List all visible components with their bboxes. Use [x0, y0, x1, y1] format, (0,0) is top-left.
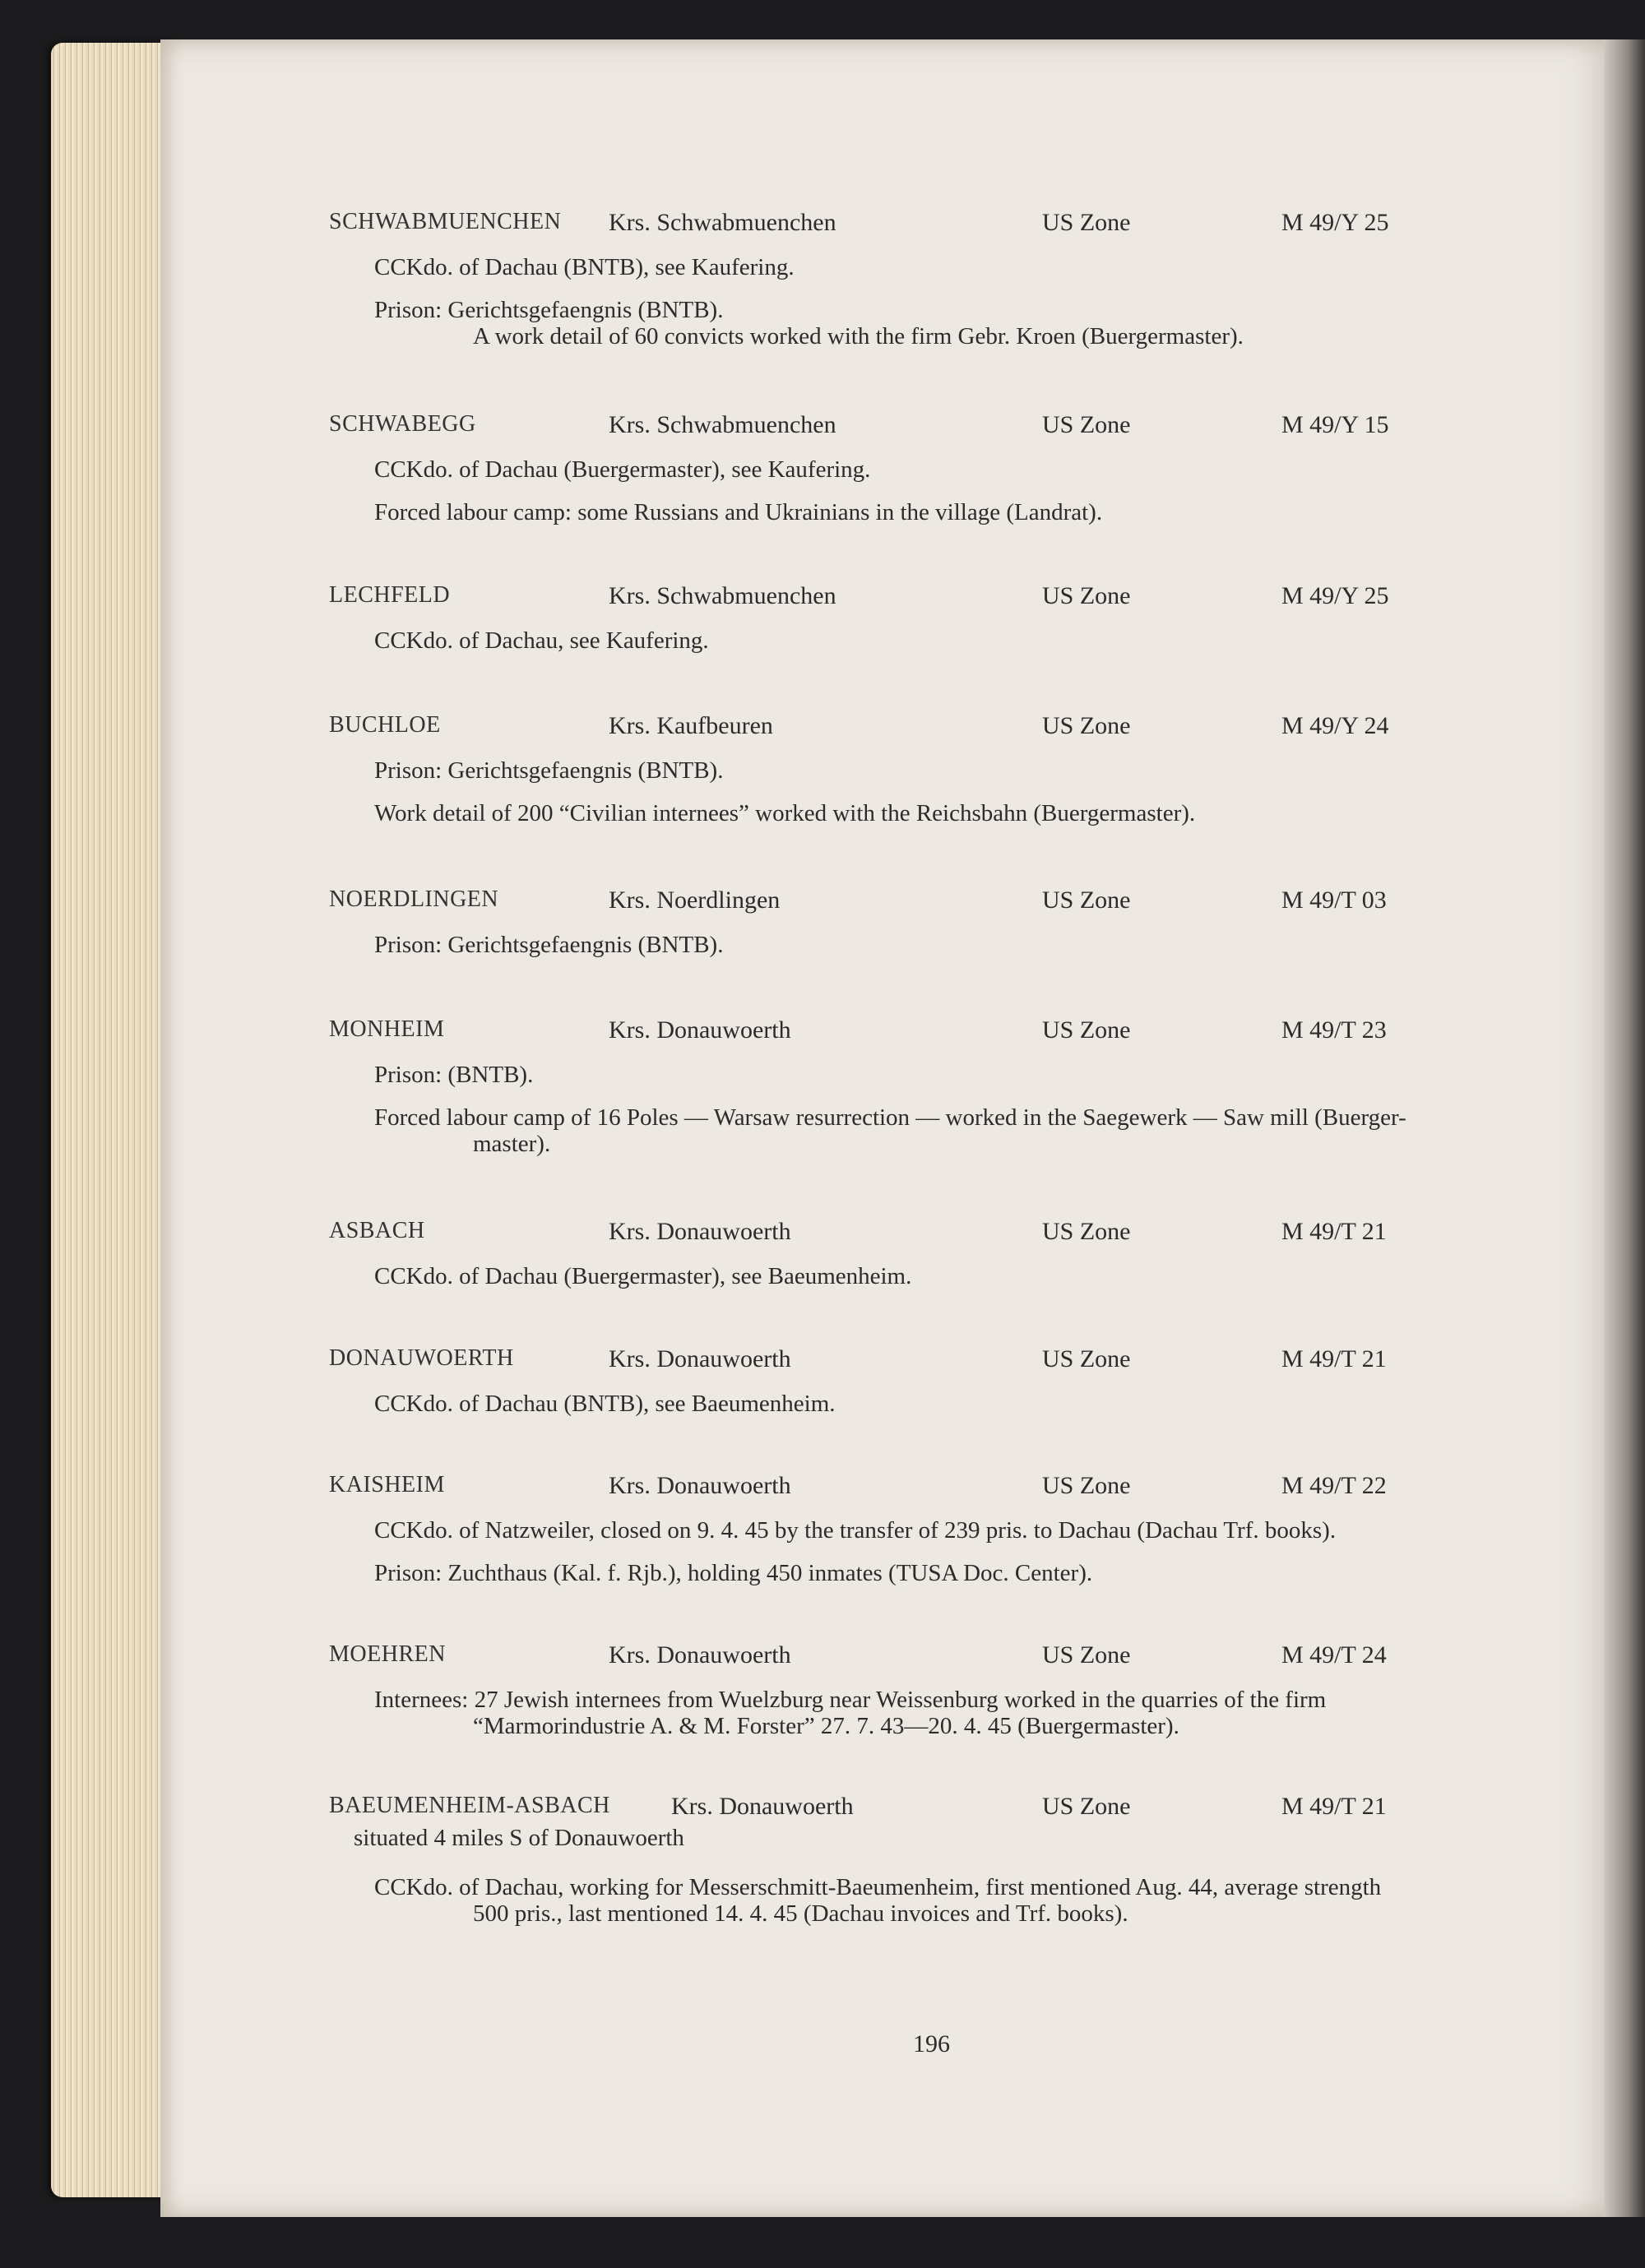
district-name: Krs. Noerdlingen	[609, 886, 781, 914]
page-number: 196	[913, 2030, 950, 2057]
zone-label: US Zone	[1042, 582, 1131, 609]
zone-label: US Zone	[1042, 1016, 1131, 1044]
district-name: Krs. Donauwoerth	[609, 1641, 791, 1669]
entry-header	[329, 209, 1538, 242]
map-reference: M 49/T 21	[1281, 1218, 1387, 1245]
entry-line: Prison: (BNTB).	[374, 1062, 534, 1088]
entry-moehren	[329, 1641, 1538, 1742]
district-name: Krs. Schwabmuenchen	[609, 209, 836, 236]
zone-label: US Zone	[1042, 712, 1131, 739]
map-reference: M 49/T 24	[1281, 1641, 1387, 1669]
entry-baeumenheim-asbach	[329, 1793, 1538, 1929]
place-name: NOERDLINGEN	[329, 886, 499, 912]
entry-lechfeld	[329, 582, 1538, 656]
entry-noerdlingen	[329, 886, 1538, 960]
district-name: Krs. Schwabmuenchen	[609, 582, 836, 609]
entry-line: Prison: Gerichtsgefaengnis (BNTB).	[374, 932, 724, 958]
zone-label: US Zone	[1042, 209, 1131, 236]
place-name: BUCHLOE	[329, 712, 441, 738]
location-note: situated 4 miles S of Donauwoerth	[354, 1825, 684, 1851]
entry-line: CCKdo. of Natzweiler, closed on 9. 4. 45 by the transfer of 239 pris. to Dachau (Dachau Trf. books).	[374, 1517, 1337, 1544]
entry-header	[329, 582, 1538, 615]
entry-line: master).	[473, 1131, 551, 1157]
zone-label: US Zone	[1042, 1218, 1131, 1245]
zone-label: US Zone	[1042, 1793, 1131, 1820]
entry-kaisheim	[329, 1472, 1538, 1589]
entry-asbach	[329, 1218, 1538, 1292]
map-reference: M 49/T 21	[1281, 1345, 1387, 1372]
place-name: SCHWABEGG	[329, 411, 476, 437]
map-reference: M 49/T 23	[1281, 1016, 1387, 1044]
place-name: ASBACH	[329, 1218, 425, 1243]
district-name: Krs. Donauwoerth	[671, 1793, 854, 1820]
place-name: KAISHEIM	[329, 1472, 445, 1497]
entry-line: 500 pris., last mentioned 14. 4. 45 (Dachau invoices and Trf. books).	[473, 1900, 1128, 1927]
entry-schwabegg	[329, 411, 1538, 528]
district-name: Krs. Donauwoerth	[609, 1345, 791, 1372]
entry-line: Prison: Zuchthaus (Kal. f. Rjb.), holding 450 inmates (TUSA Doc. Center).	[374, 1560, 1093, 1586]
entry-header	[329, 1641, 1538, 1674]
entry-header	[329, 1016, 1538, 1049]
entry-header	[329, 712, 1538, 745]
entry-line: CCKdo. of Dachau (Buergermaster), see Kaufering.	[374, 456, 871, 483]
entry-buchloe	[329, 712, 1538, 829]
entry-header	[329, 411, 1538, 444]
book-page-edges	[51, 43, 174, 2197]
map-reference: M 49/Y 15	[1281, 411, 1389, 438]
map-reference: M 49/T 03	[1281, 886, 1387, 914]
zone-label: US Zone	[1042, 886, 1131, 914]
place-name: MONHEIM	[329, 1016, 445, 1042]
place-name: DONAUWOERTH	[329, 1345, 514, 1371]
entry-line: CCKdo. of Dachau (BNTB), see Kaufering.	[374, 254, 795, 280]
entry-line: Forced labour camp of 16 Poles — Warsaw resurrection — worked in the Saegewerk — Saw mill (Buerger-	[374, 1104, 1406, 1131]
book-spine-shadow	[1604, 39, 1645, 2217]
entry-line: CCKdo. of Dachau (BNTB), see Baeumenheim.	[374, 1391, 836, 1417]
entry-header	[329, 1472, 1538, 1505]
zone-label: US Zone	[1042, 1345, 1131, 1372]
map-reference: M 49/Y 25	[1281, 582, 1389, 609]
entry-schwabmuenchen	[329, 209, 1538, 352]
entry-header	[329, 1793, 1538, 1826]
entry-line: Prison: Gerichtsgefaengnis (BNTB).	[374, 757, 724, 784]
district-name: Krs. Donauwoerth	[609, 1472, 791, 1499]
district-name: Krs. Donauwoerth	[609, 1218, 791, 1245]
entry-line: Internees: 27 Jewish internees from Wuelzburg near Weissenburg worked in the quarries of the firm	[374, 1687, 1327, 1713]
entry-donauwoerth	[329, 1345, 1538, 1419]
entry-line: A work detail of 60 convicts worked with the firm Gebr. Kroen (Buergermaster).	[473, 323, 1244, 349]
zone-label: US Zone	[1042, 1641, 1131, 1669]
entry-line: Work detail of 200 “Civilian internees” worked with the Reichsbahn (Buergermaster).	[374, 800, 1196, 826]
district-name: Krs. Kaufbeuren	[609, 712, 773, 739]
map-reference: M 49/Y 25	[1281, 209, 1389, 236]
zone-label: US Zone	[1042, 411, 1131, 438]
entry-line: “Marmorindustrie A. & M. Forster” 27. 7. 43—20. 4. 45 (Buergermaster).	[473, 1713, 1179, 1739]
entry-header	[329, 886, 1538, 919]
district-name: Krs. Donauwoerth	[609, 1016, 791, 1044]
place-name: MOEHREN	[329, 1641, 446, 1667]
entry-line: CCKdo. of Dachau, see Kaufering.	[374, 627, 709, 654]
entry-monheim	[329, 1016, 1538, 1159]
map-reference: M 49/Y 24	[1281, 712, 1389, 739]
zone-label: US Zone	[1042, 1472, 1131, 1499]
entry-line: CCKdo. of Dachau (Buergermaster), see Baeumenheim.	[374, 1263, 912, 1289]
map-reference: M 49/T 21	[1281, 1793, 1387, 1820]
map-reference: M 49/T 22	[1281, 1472, 1387, 1499]
entry-line: CCKdo. of Dachau, working for Messerschmitt-Baeumenheim, first mentioned Aug. 44, average strength	[374, 1874, 1382, 1900]
district-name: Krs. Schwabmuenchen	[609, 411, 836, 438]
place-name: SCHWABMUENCHEN	[329, 209, 562, 234]
entry-line: Prison: Gerichtsgefaengnis (BNTB).	[374, 297, 724, 323]
place-name: LECHFELD	[329, 582, 451, 608]
entry-line: Forced labour camp: some Russians and Ukrainians in the village (Landrat).	[374, 499, 1103, 525]
entry-header	[329, 1345, 1538, 1378]
place-name: BAEUMENHEIM-ASBACH	[329, 1793, 610, 1818]
entry-header	[329, 1218, 1538, 1251]
